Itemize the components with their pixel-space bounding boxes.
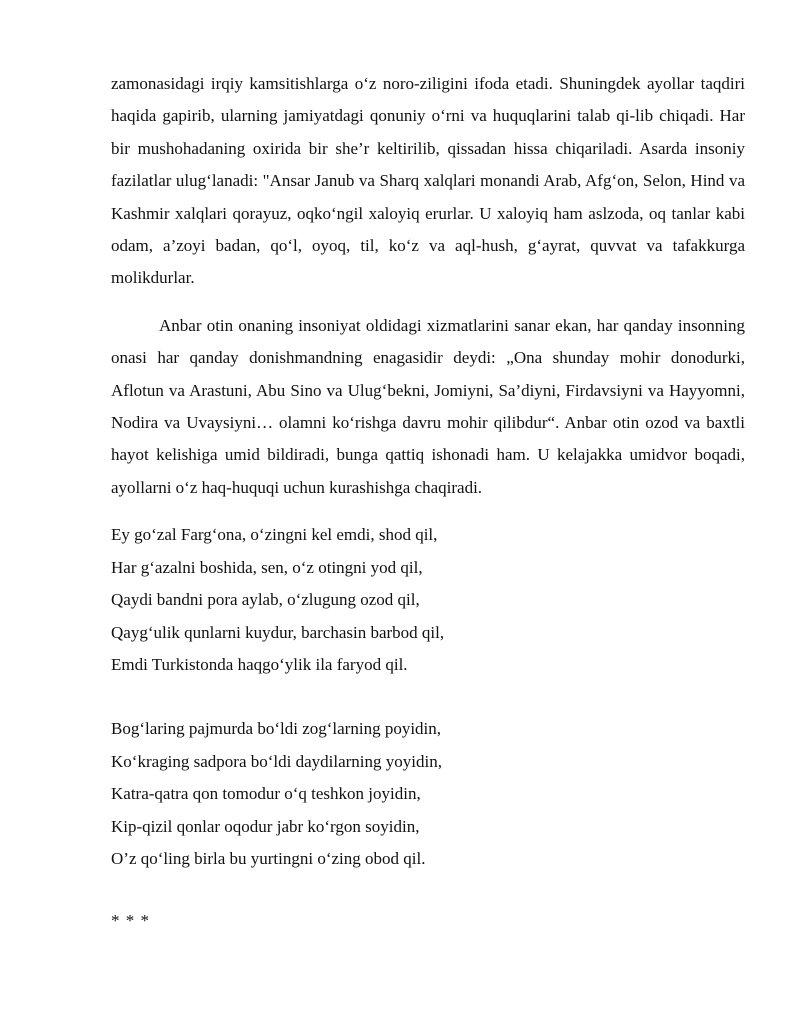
section-separator: * * *: [111, 911, 150, 931]
poem-line: Ko‘kraging sadpora bo‘ldi daydilarning yoyidin,: [111, 751, 442, 771]
poem-stanza-2: [111, 713, 745, 875]
poem-line: Bog‘laring pajmurda bo‘ldi zog‘larning poyidin,: [111, 719, 442, 739]
poem-line: Emdi Turkistonda haqgo‘ylik ila faryod qil.: [111, 654, 408, 674]
poem-line: Qaydi bandni pora aylab, o‘zlugung ozod qil,: [111, 590, 420, 610]
poem-line: Katra-qatra qon tomodur o‘q teshkon joyidin,: [111, 784, 421, 804]
document-page: [111, 68, 745, 937]
poem-line: Har g‘azalni boshida, sen, o‘z otingni yod qil,: [111, 557, 423, 577]
poem-line: Qayg‘ulik qunlarni kuydur, barchasin barbod qil,: [111, 622, 445, 642]
poem-line: O’z qo‘ling birla bu yurtingni o‘zing obod qil.: [111, 848, 426, 868]
paragraph-1: zamonasidagi irqiy kamsitishlarga o‘z noro-ziligini ifoda etadi. Shuningdek ayollar taqdiri haqida gapirib, ularning jamiyatdagi qonuniy o‘rni va huquqlarini talab qi-lib chiqadi. Har bir mushohadaning oxirida bir she’r keltirilib, qissadan hissa chiqariladi. Asarda insoniy fazilatlar ulug‘lanadi: "Ansar Janub va Sharq xalqlari monandi Arab, Afg‘on, Selon, Hind va Kashmir xalqlari qorayuz, oqko‘ngil xaloyiq erurlar. U xaloyiq ham aslzoda, oq tanlar kabi odam, a’zoyi badan, qo‘l, oyoq, til, ko‘z va aql-hush, g‘ayrat, quvvat va tafakkurga molikdurlar.: [111, 74, 745, 288]
poem-line: Ey go‘zal Farg‘ona, o‘zingni kel emdi, shod qil,: [111, 525, 438, 545]
paragraph-2: Anbar otin onaning insoniyat oldidagi xizmatlarini sanar ekan, har qanday insonning onasi har qanday donishmandning enagasidir deydi: „Ona shunday mohir donodurki, Aflotun va Arastuni, Abu Sino va Ulug‘bekni, Jomiyni, Sa’diyni, Firdavsiyni va Hayyomni, Nodira va Uvaysiyni… olamni ko‘rishga davru mohir qilibdur“. Anbar otin ozod va baxtli hayot kelishiga umid bildiradi, bunga qattiq ishonadi ham. U kelajakka umidvor boqadi, ayollarni o‘z haq-huquqi uchun kurashishga chaqiradi.: [111, 315, 745, 497]
poem-line: Kip-qizil qonlar oqodur jabr ko‘rgon soyidin,: [111, 816, 420, 836]
poem-stanza-1: [111, 519, 745, 681]
